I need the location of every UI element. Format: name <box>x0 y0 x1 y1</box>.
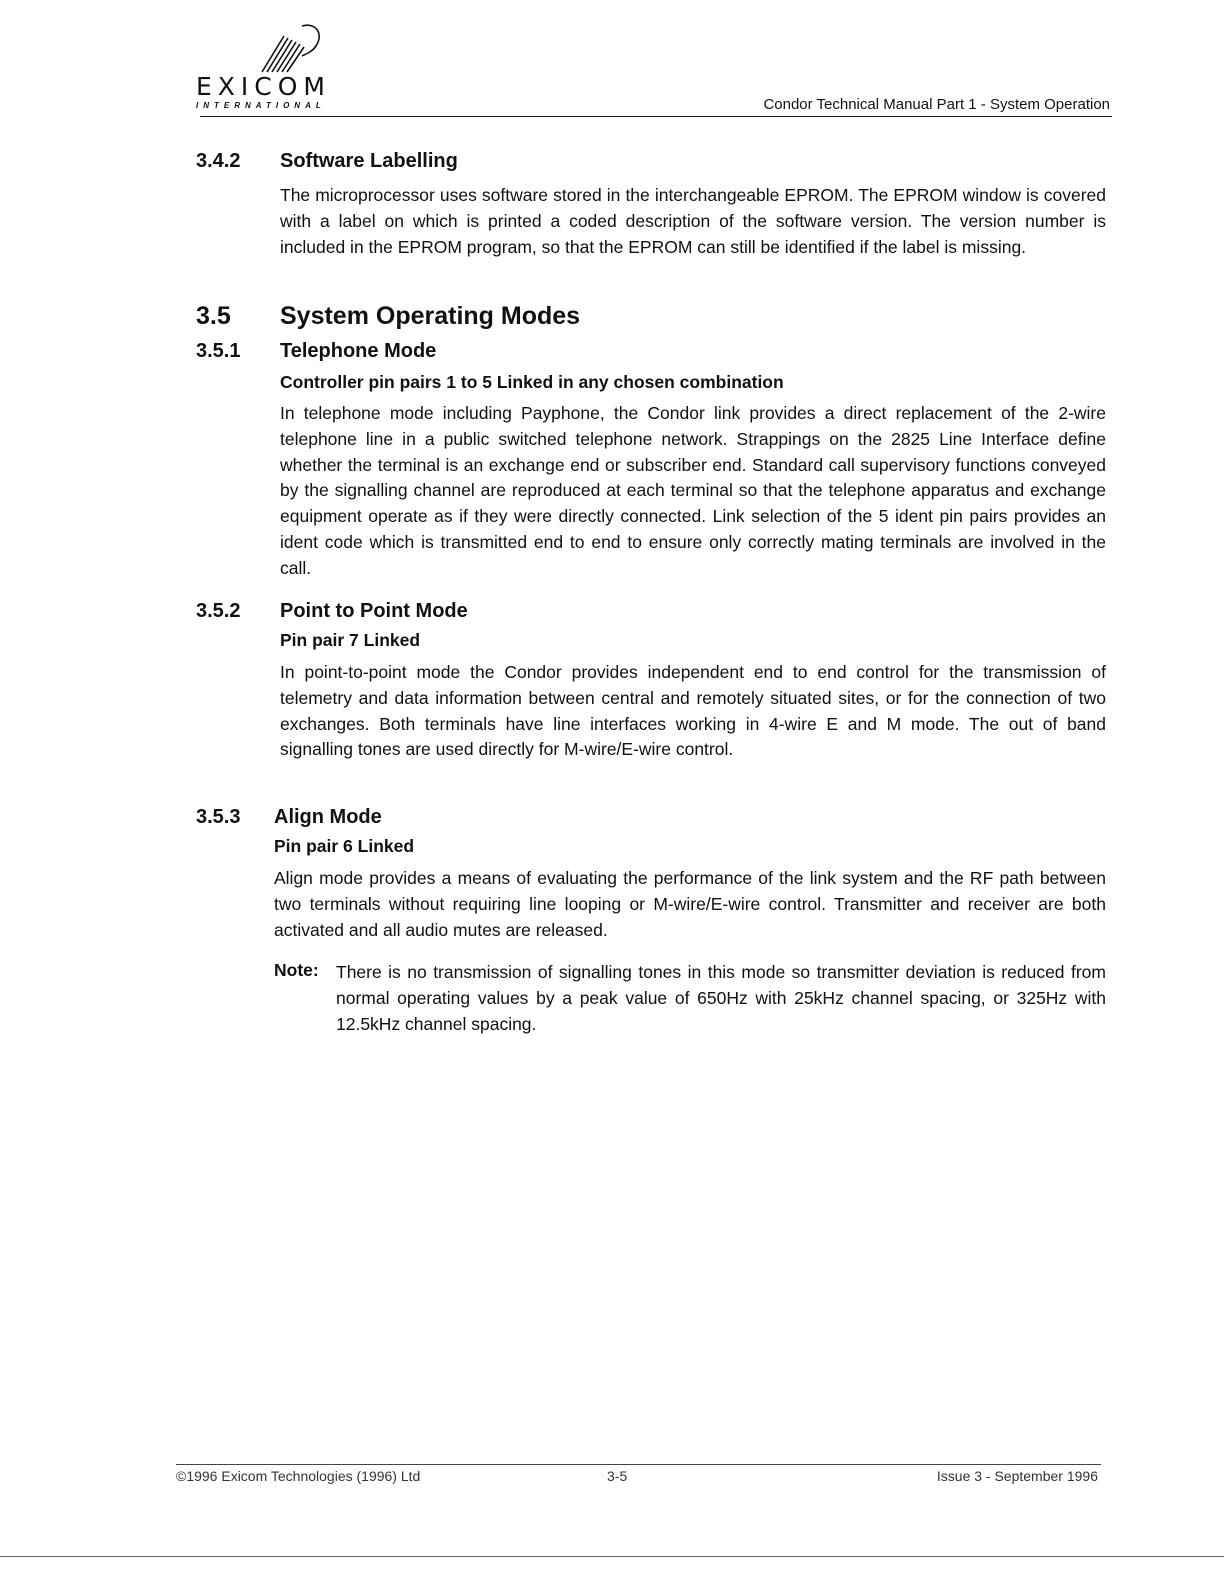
section-subheading: Controller pin pairs 1 to 5 Linked in any chosen combination <box>280 372 784 392</box>
note-label: Note: <box>274 960 319 980</box>
header-divider <box>200 116 1112 117</box>
section-body: In point-to-point mode the Condor provides independent end to end control for the transmission of telemetry and data information between central and remotely situated sites, or for the connection of two exchanges. Both terminals have line interfaces working in 4-wire E and M mode. The out of band signalling tones are used directly for M-wire/E-wire control. <box>280 662 1106 760</box>
section-number: 3.5.3 <box>196 806 241 828</box>
section-subheading: Pin pair 6 Linked <box>274 836 415 856</box>
manual-title: Condor Technical Manual Part 1 - System Operation <box>763 96 1110 113</box>
note-body: There is no transmission of signalling tones in this mode so transmitter deviation is reduced from normal operating values by a peak value of 650Hz with 25kHz channel spacing, or 325Hz with 12.5kHz channel spacing. <box>336 962 1106 1034</box>
section-body: The microprocessor uses software stored in the interchangeable EPROM. The EPROM window is covered with a label on which is printed a coded description of the software version. The version number is included in the EPROM program, so that the EPROM can still be identified if the label is missing. <box>280 185 1106 257</box>
section-body: Align mode provides a means of evaluating the performance of the link system and the RF path between two terminals without requiring line looping or M-wire/E-wire control. Transmitter and receiver are both activated and all audio mutes are released. <box>274 868 1106 940</box>
section-title: System Operating Modes <box>280 302 581 330</box>
section-body: In telephone mode including Payphone, the Condor link provides a direct replacement of the 2-wire telephone line in a public switched telephone network. Strappings on the 2825 Line Interface define whether the terminal is an exchange end or subscriber end. Standard call supervisory functions conveyed by the signalling channel are reproduced at each terminal so that the telephone apparatus and exchange equipment operate as if they were directly connected. Link selection of the 5 ident pin pairs provides an ident code which is transmitted end to end to ensure only correctly mating terminals are involved in the call. <box>280 403 1106 578</box>
section-title: Point to Point Mode <box>280 600 468 622</box>
footer-copyright: ©1996 Exicom Technologies (1996) Ltd <box>176 1468 421 1484</box>
logo-subtitle: INTERNATIONAL <box>196 101 326 110</box>
scan-edge-line <box>0 1556 1224 1557</box>
section-number: 3.5 <box>196 302 231 330</box>
footer-divider <box>176 1464 1101 1465</box>
footer-page-number: 3-5 <box>607 1468 628 1484</box>
logo-wordmark: EXICOM <box>196 72 331 101</box>
section-title: Align Mode <box>274 806 382 828</box>
section-number: 3.5.2 <box>196 600 241 622</box>
section-number: 3.5.1 <box>196 340 241 362</box>
footer-issue: Issue 3 - September 1996 <box>936 1468 1098 1484</box>
section-title: Telephone Mode <box>280 340 437 362</box>
logo-mark-icon <box>246 20 326 76</box>
section-title: Software Labelling <box>280 150 458 172</box>
section-number: 3.4.2 <box>196 150 241 172</box>
exicom-logo <box>196 20 366 120</box>
section-subheading: Pin pair 7 Linked <box>280 630 421 650</box>
